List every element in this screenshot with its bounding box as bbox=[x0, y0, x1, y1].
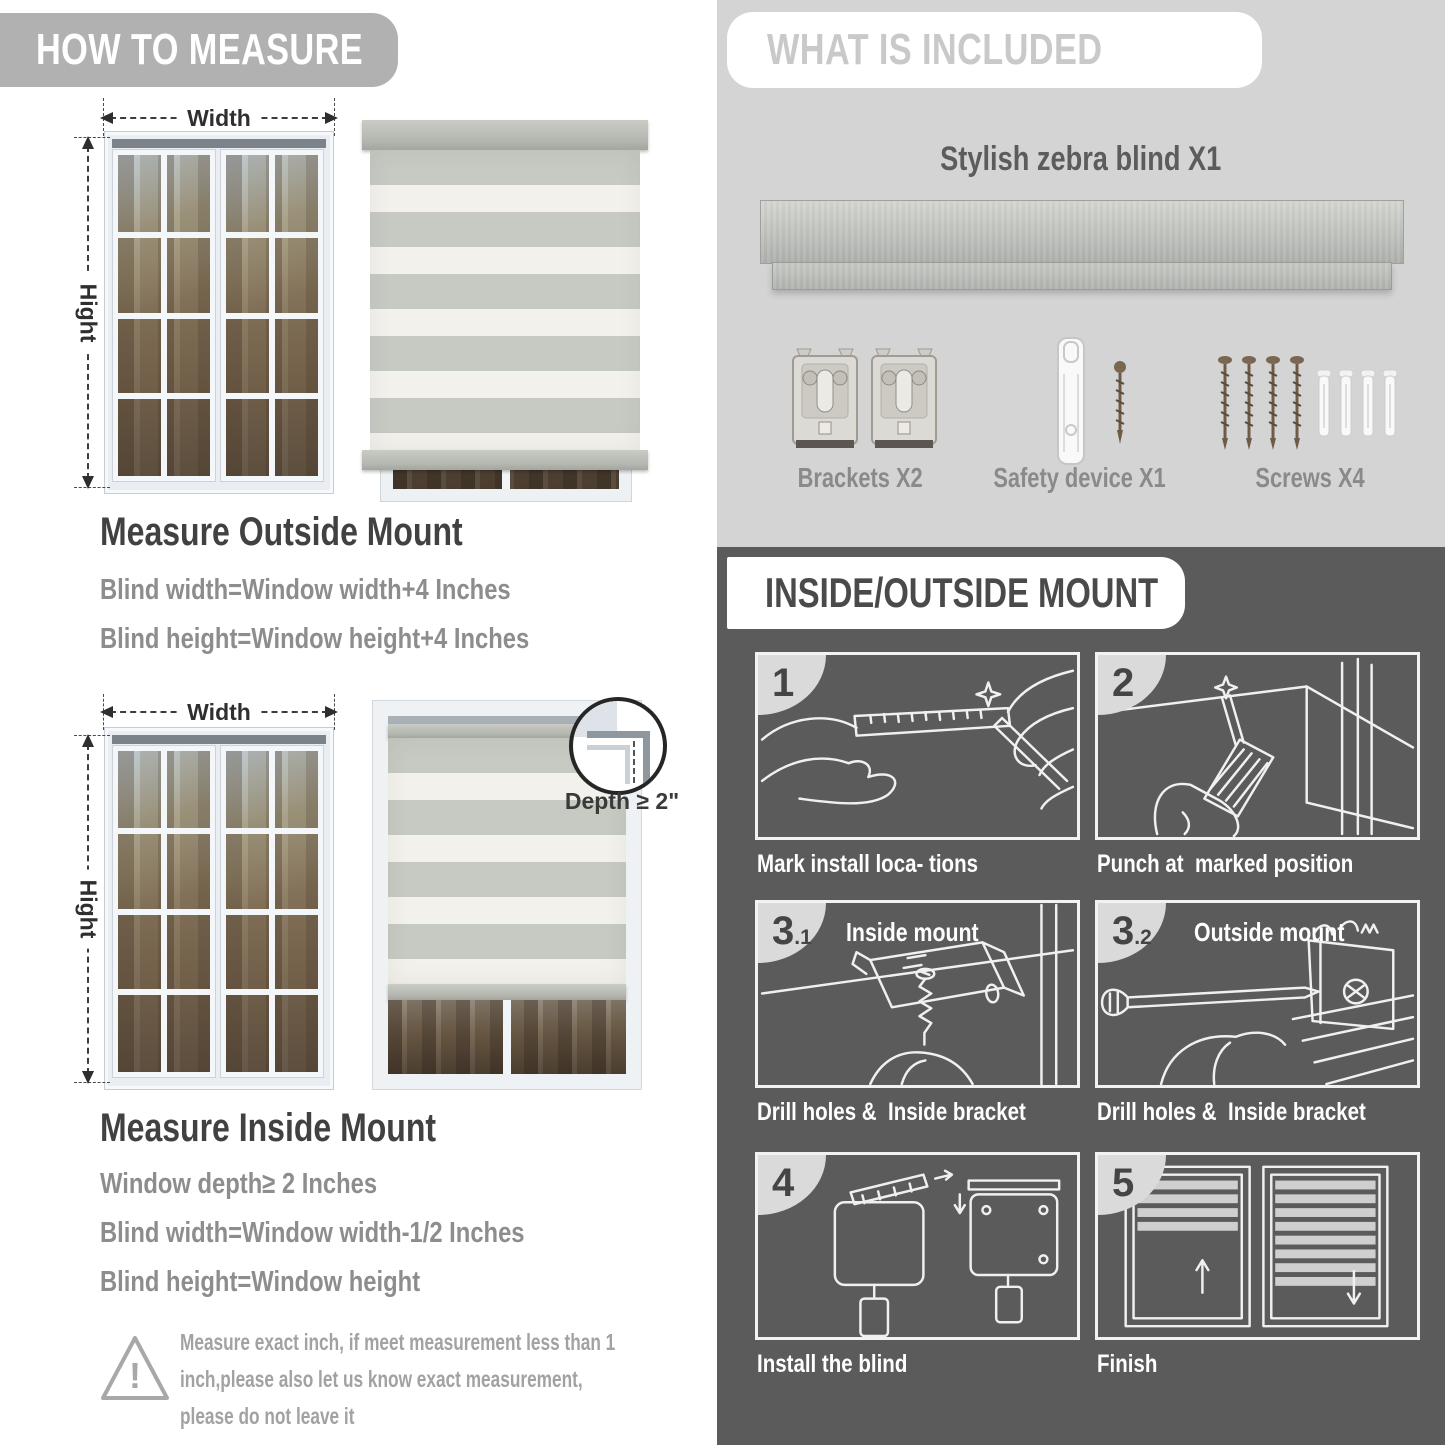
window-head-bar bbox=[112, 139, 326, 148]
window-sash-left bbox=[113, 746, 215, 1077]
muntin-horizontal bbox=[118, 989, 210, 995]
window-sash-right bbox=[221, 746, 323, 1077]
screws-and-anchors-icon bbox=[1217, 350, 1401, 460]
brackets-label bbox=[760, 462, 960, 494]
height-label: Hight bbox=[75, 870, 102, 949]
step-3-1-box bbox=[755, 900, 1080, 1088]
mount-instructions-panel bbox=[717, 547, 1445, 1445]
step-number: 5 bbox=[1112, 1161, 1135, 1205]
blind-headrail bbox=[362, 120, 648, 150]
outside-formula-height-label: Blind height=Window height+4 Inches bbox=[100, 623, 530, 655]
step-number: 2 bbox=[1112, 661, 1135, 705]
arrow-right-icon bbox=[325, 706, 338, 718]
arrow-down-icon bbox=[82, 1071, 94, 1084]
muntin-horizontal bbox=[226, 828, 318, 834]
outside-mount-heading bbox=[100, 510, 553, 555]
blind-bottomrail bbox=[388, 984, 626, 1000]
blind-bottomrail bbox=[362, 450, 648, 470]
width-arrow-inside bbox=[100, 699, 338, 725]
step-4-caption bbox=[757, 1350, 1087, 1379]
what-is-included-header-label: WHAT IS INCLUDED bbox=[767, 25, 1103, 74]
outside-formula-width-label: Blind width=Window width+4 Inches bbox=[100, 574, 511, 606]
arrow-up-icon bbox=[82, 734, 94, 747]
step-number-sub: .2 bbox=[1134, 926, 1152, 949]
inside-formula-depth bbox=[100, 1160, 438, 1209]
step-1-caption bbox=[757, 850, 1087, 879]
depth-label-text: Depth ≥ 2" bbox=[564, 788, 680, 814]
window-corner-line bbox=[587, 745, 630, 784]
step-2-box bbox=[1095, 652, 1420, 840]
outside-formula-width bbox=[100, 566, 601, 615]
muntin-horizontal bbox=[226, 393, 318, 399]
inside-formula-width-label: Blind width=Window width-1/2 Inches bbox=[100, 1217, 525, 1249]
mount-header bbox=[727, 557, 1185, 629]
window-photo-outside bbox=[104, 131, 334, 494]
step-number: 3 bbox=[1112, 909, 1135, 953]
step-number-sub: .1 bbox=[794, 926, 812, 949]
muntin-horizontal bbox=[118, 313, 210, 319]
inside-mount-heading-label: Measure Inside Mount bbox=[100, 1106, 437, 1150]
warning-text-label: Measure exact inch, if meet measurement less than 1 inch,please also let us know exact measurement, please do not leave it bbox=[180, 1329, 616, 1429]
window-divider bbox=[503, 1000, 511, 1074]
step-1-caption-text: Mark install loca- tions bbox=[757, 850, 979, 878]
mount-header-label: INSIDE/OUTSIDE MOUNT bbox=[765, 569, 1159, 616]
product-title bbox=[757, 140, 1405, 179]
safety-device-label bbox=[960, 462, 1200, 494]
arrow-right-icon bbox=[325, 112, 338, 124]
step-number: 4 bbox=[772, 1161, 795, 1205]
step-3-2-title-text: Outside mount bbox=[1194, 917, 1345, 947]
muntin-horizontal bbox=[118, 909, 210, 915]
width-label: Width bbox=[177, 699, 261, 726]
screws-label-text: Screws X4 bbox=[1255, 462, 1365, 493]
window-head-bar bbox=[112, 735, 326, 744]
step-3-1-title bbox=[846, 917, 1008, 948]
bracket-icon bbox=[790, 346, 860, 456]
zebra-fabric bbox=[370, 150, 640, 450]
muntin-horizontal bbox=[226, 313, 318, 319]
step-3-2-caption-text: Drill holes & Inside bracket bbox=[1097, 1098, 1366, 1126]
arrow-left-icon bbox=[100, 706, 113, 718]
inside-formula-width bbox=[100, 1209, 618, 1258]
step-3-2-caption bbox=[1097, 1098, 1427, 1127]
step-3-1-title-text: Inside mount bbox=[846, 917, 979, 947]
step-5-caption bbox=[1097, 1350, 1427, 1379]
step-4-caption-text: Install the blind bbox=[757, 1350, 908, 1378]
step-number: 3 bbox=[772, 909, 795, 953]
inside-formula-height bbox=[100, 1258, 490, 1307]
safety-device-icon bbox=[1052, 334, 1092, 468]
warning-text bbox=[180, 1324, 623, 1435]
muntin-horizontal bbox=[226, 989, 318, 995]
step-3-1-caption-text: Drill holes & Inside bracket bbox=[757, 1098, 1026, 1126]
outside-mount-blind-illustration bbox=[362, 120, 648, 500]
muntin-horizontal bbox=[118, 232, 210, 238]
blind-headrail-product bbox=[760, 200, 1404, 264]
svg-text:!: ! bbox=[129, 1355, 141, 1396]
inside-formula-depth-label: Window depth≥ 2 Inches bbox=[100, 1168, 378, 1200]
inside-formula-height-label: Blind height=Window height bbox=[100, 1266, 421, 1298]
arrow-down-icon bbox=[82, 476, 94, 489]
screw-icon bbox=[1109, 360, 1131, 446]
what-is-included-header bbox=[727, 12, 1262, 88]
arrow-up-icon bbox=[82, 136, 94, 149]
muntin-horizontal bbox=[226, 909, 318, 915]
warning-triangle-icon bbox=[98, 1330, 172, 1408]
safety-device-label-text: Safety device X1 bbox=[993, 462, 1167, 493]
depth-dash-line bbox=[633, 741, 635, 783]
window-sash-left bbox=[113, 150, 215, 481]
step-5-caption-text: Finish bbox=[1097, 1350, 1158, 1378]
step-2-caption bbox=[1097, 850, 1427, 879]
step-3-2-box bbox=[1095, 900, 1420, 1088]
window-photo-inside bbox=[104, 727, 334, 1090]
window-glass-area bbox=[388, 1000, 626, 1074]
width-arrow-outside bbox=[100, 105, 338, 131]
brackets-label-text: Brackets X2 bbox=[797, 462, 923, 493]
step-3-2-title bbox=[1194, 917, 1377, 948]
how-to-measure-header bbox=[0, 13, 398, 87]
window-sash-right bbox=[221, 150, 323, 481]
step-number: 1 bbox=[772, 661, 795, 705]
blind-headrail-lip bbox=[772, 262, 1392, 290]
step-3-1-caption bbox=[757, 1098, 1087, 1127]
muntin-horizontal bbox=[118, 828, 210, 834]
arrow-left-icon bbox=[100, 112, 113, 124]
step-4-box bbox=[755, 1152, 1080, 1340]
product-title-label: Stylish zebra blind X1 bbox=[940, 140, 1222, 178]
screws-label bbox=[1210, 462, 1410, 494]
width-label: Width bbox=[177, 105, 261, 132]
height-arrow-inside bbox=[75, 734, 102, 1084]
what-is-included-panel bbox=[717, 0, 1445, 547]
outside-formula-height bbox=[100, 615, 623, 664]
depth-label bbox=[552, 788, 692, 815]
outside-mount-heading-label: Measure Outside Mount bbox=[100, 510, 463, 554]
inside-mount-heading bbox=[100, 1106, 520, 1151]
height-label: Hight bbox=[75, 273, 102, 352]
step-1-box bbox=[755, 652, 1080, 840]
muntin-horizontal bbox=[226, 232, 318, 238]
magnifier-circle-icon bbox=[569, 697, 667, 795]
height-arrow-outside bbox=[75, 136, 102, 489]
step-5-box bbox=[1095, 1152, 1420, 1340]
muntin-horizontal bbox=[118, 393, 210, 399]
bracket-icon bbox=[869, 346, 939, 456]
how-to-measure-header-label: HOW TO MEASURE bbox=[36, 25, 364, 74]
step-2-caption-text: Punch at marked position bbox=[1097, 850, 1354, 878]
